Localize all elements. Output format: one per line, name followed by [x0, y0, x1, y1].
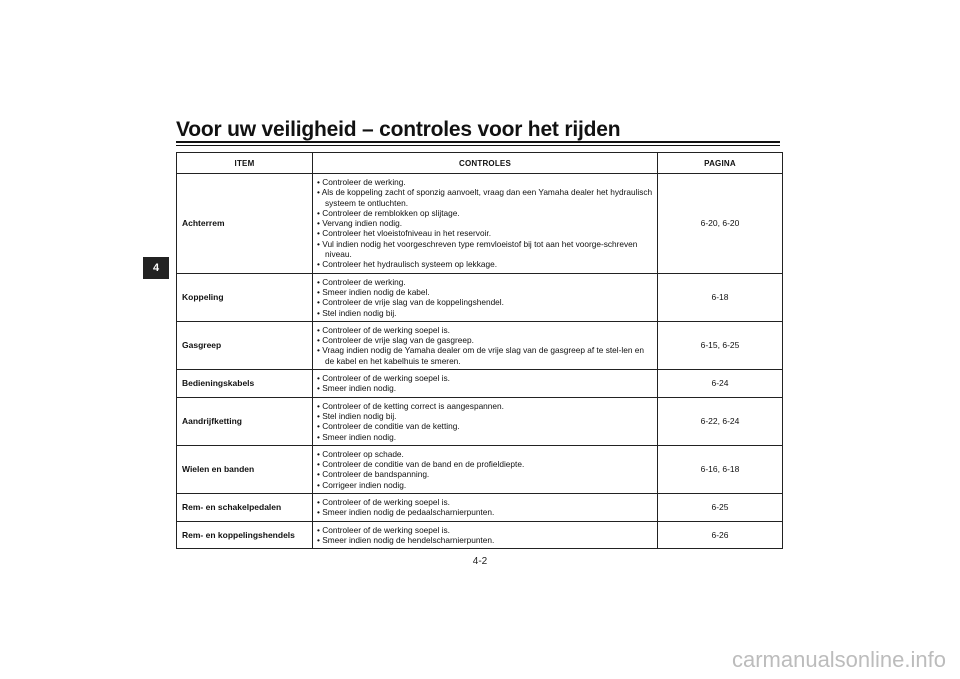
check-list — [317, 277, 653, 318]
column-header-item: ITEM — [177, 153, 313, 174]
item-cell: Rem- en koppelingshendels — [177, 521, 313, 549]
checks-cell — [313, 521, 658, 549]
check-item: • Als de koppeling zacht of sponzig aanvoelt, vraag dan een Yamaha dealer het hydraulisch systeem te ontluchten. — [317, 187, 653, 208]
chapter-tab: 4 — [143, 257, 169, 279]
check-list — [317, 497, 653, 518]
title-rule-thin — [176, 145, 780, 146]
check-item: • Vervang indien nodig. — [317, 218, 653, 228]
check-item: • Controleer of de werking soepel is. — [317, 525, 653, 535]
checks-cell — [313, 370, 658, 398]
page-ref-cell: 6-15, 6-25 — [658, 321, 783, 369]
column-header-checks: CONTROLES — [313, 153, 658, 174]
checks-cell — [313, 321, 658, 369]
check-item: • Controleer het vloeistofniveau in het reservoir. — [317, 228, 653, 238]
table-body — [177, 174, 783, 549]
check-item: • Controleer of de werking soepel is. — [317, 325, 653, 335]
page-ref-cell: 6-18 — [658, 273, 783, 321]
check-item: • Smeer indien nodig de pedaalscharnierpunten. — [317, 507, 653, 517]
page-title: Voor uw veiligheid – controles voor het rijden — [176, 118, 621, 141]
table-row — [177, 174, 783, 274]
item-cell: Achterrem — [177, 174, 313, 274]
table-row — [177, 370, 783, 398]
checks-cell — [313, 397, 658, 445]
watermark: carmanualsonline.info — [731, 647, 946, 672]
check-item: • Controleer de werking. — [317, 177, 653, 187]
check-list — [317, 449, 653, 490]
item-cell: Gasgreep — [177, 321, 313, 369]
column-header-page: PAGINA — [658, 153, 783, 174]
page-ref-cell: 6-26 — [658, 521, 783, 549]
page-ref-cell: 6-20, 6-20 — [658, 174, 783, 274]
check-item: • Controleer de werking. — [317, 277, 653, 287]
check-item: • Vraag indien nodig de Yamaha dealer om de vrije slag van de gasgreep af te stel-len en de kabel en het kabelhuis te smeren. — [317, 345, 653, 366]
item-cell: Rem- en schakelpedalen — [177, 494, 313, 522]
page-ref-cell: 6-22, 6-24 — [658, 397, 783, 445]
checks-cell — [313, 273, 658, 321]
table-row — [177, 321, 783, 369]
page-ref-cell: 6-24 — [658, 370, 783, 398]
check-item: • Smeer indien nodig de hendelscharnierpunten. — [317, 535, 653, 545]
check-item: • Controleer of de werking soepel is. — [317, 497, 653, 507]
check-item: • Controleer of de ketting correct is aangespannen. — [317, 401, 653, 411]
table-header-row — [177, 153, 783, 174]
check-item: • Corrigeer indien nodig. — [317, 480, 653, 490]
item-cell: Aandrijfketting — [177, 397, 313, 445]
page-ref-cell: 6-25 — [658, 494, 783, 522]
checks-cell — [313, 174, 658, 274]
check-item: • Smeer indien nodig de kabel. — [317, 287, 653, 297]
check-item: • Controleer de conditie van de ketting. — [317, 421, 653, 431]
check-item: • Controleer het hydraulisch systeem op lekkage. — [317, 259, 653, 269]
check-item: • Controleer op schade. — [317, 449, 653, 459]
item-cell: Wielen en banden — [177, 445, 313, 493]
title-rule-thick — [176, 141, 780, 143]
check-item: • Controleer de conditie van de band en de profieldiepte. — [317, 459, 653, 469]
page-ref-cell: 6-16, 6-18 — [658, 445, 783, 493]
check-list — [317, 373, 653, 394]
check-item: • Stel indien nodig bij. — [317, 411, 653, 421]
check-item: • Controleer de vrije slag van de gasgreep. — [317, 335, 653, 345]
check-item: • Smeer indien nodig. — [317, 432, 653, 442]
check-item: • Controleer de remblokken op slijtage. — [317, 208, 653, 218]
check-item: • Controleer of de werking soepel is. — [317, 373, 653, 383]
check-item: • Smeer indien nodig. — [317, 383, 653, 393]
item-cell: Bedieningskabels — [177, 370, 313, 398]
table-row — [177, 445, 783, 493]
check-list — [317, 325, 653, 366]
check-item: • Controleer de bandspanning. — [317, 469, 653, 479]
check-list — [317, 177, 653, 270]
checks-cell — [313, 494, 658, 522]
checks-table — [176, 152, 783, 549]
check-item: • Vul indien nodig het voorgeschreven type remvloeistof bij tot aan het voorge-schreven niveau. — [317, 239, 653, 260]
check-list — [317, 525, 653, 546]
page-number: 4-2 — [472, 556, 488, 567]
check-item: • Stel indien nodig bij. — [317, 308, 653, 318]
item-cell: Koppeling — [177, 273, 313, 321]
table-row — [177, 397, 783, 445]
check-item: • Controleer de vrije slag van de koppelingshendel. — [317, 297, 653, 307]
checks-cell — [313, 445, 658, 493]
table-row — [177, 494, 783, 522]
table-row — [177, 521, 783, 549]
table-row — [177, 273, 783, 321]
check-list — [317, 401, 653, 442]
